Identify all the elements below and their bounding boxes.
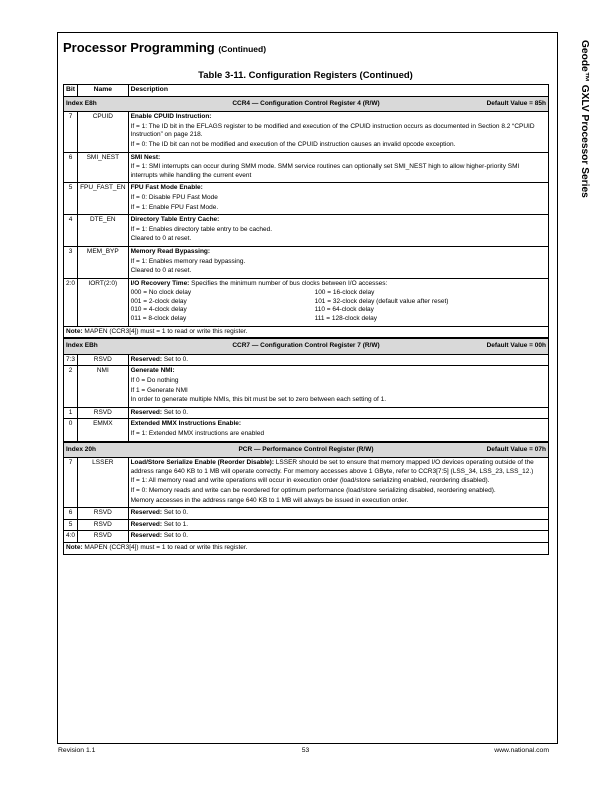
table-row [64, 354, 549, 366]
table-row [64, 215, 549, 247]
register-title: PCR — Performance Control Register (R/W) [238, 445, 374, 453]
table-row [64, 407, 549, 419]
name-cell: DTE_EN [78, 215, 129, 247]
name-cell: RSVD [78, 508, 129, 520]
name-cell: RSVD [78, 531, 129, 543]
note-row: Note: MAPEN (CCR3[4]) must = 1 to read or write this register. [64, 542, 549, 554]
table-row [64, 419, 549, 442]
table-header-row [64, 85, 549, 97]
bit-cell: 0 [64, 419, 78, 442]
description-cell: FPU Fast Mode Enable: If = 0: Disable FPU Fast Mode If = 1: Enable FPU Fast Mode. [128, 183, 548, 215]
header-bit: Bit [64, 85, 78, 97]
register-index: Index E8h [66, 99, 97, 107]
register-index-row [64, 442, 549, 458]
config-registers-table [63, 84, 549, 555]
table-row [64, 531, 549, 543]
bit-cell: 1 [64, 407, 78, 419]
register-index: Index EBh [66, 342, 98, 350]
name-cell: MEM_BYP [78, 246, 129, 278]
description-cell: Reserved: Set to 1. [128, 519, 548, 531]
description-cell: Enable CPUID Instruction: If = 1: The ID bit in the EFLAGS register to be modified and execution of the CPUID instruction occurs as documented in Section 8.2 “CPUID Instruction” on page 218. If = 0: The ID bit can not be modified and execution of the CPUID instruction causes an invalid opcode exception. [128, 112, 548, 152]
register-default: Default Value = 85h [486, 99, 546, 107]
table-row [64, 112, 549, 152]
description-cell: Directory Table Entry Cache: If = 1: Enables directory table entry to be cached. Cleared to 0 at reset. [128, 215, 548, 247]
register-default: Default Value = 00h [486, 342, 546, 350]
header-name: Name [78, 85, 129, 97]
table-row [64, 508, 549, 520]
bit-cell: 5 [64, 519, 78, 531]
page-title: Processor Programming (Continued) [63, 40, 267, 55]
description-cell: SMI Nest: If = 1: SMI interrupts can occur during SMM mode. SMM service routines can optionally set SMI_NEST high to allow higher-priority SMI interrupts while handling the current event [128, 152, 548, 183]
description-cell: Memory Read Bypassing: If = 1: Enables memory read bypassing. Cleared to 0 at reset. [128, 246, 548, 278]
description-cell: Reserved: Set to 0. [128, 354, 548, 366]
name-cell: RSVD [78, 407, 129, 419]
description-cell: Load/Store Serialize Enable (Reorder Disable): LSSER should be set to ensure that memory mapped I/O devices operating outside of the address range 640 KB to 1 MB will operate correctly. For memory accesses above 1 GByte, refer to CCR3[7:5] (LSS_34, LSS_23, LSS_12.) If = 1: All memory read and write operations will occur in execution order (load/store serializing enabled, reordering disabled). If = 0: Memory reads and write can be reordered for optimum performance (load/store serializing disabled, reordering enabled). Memory accesses in the address range 640 KB to 1 MB will always be issued in execution order. [128, 458, 548, 508]
description-cell: Extended MMX Instructions Enable: If = 1: Extended MMX instructions are enabled [128, 419, 548, 442]
table-row [64, 278, 549, 326]
bit-cell: 4:0 [64, 531, 78, 543]
note-row: Note: MAPEN (CCR3[4]) must = 1 to read or write this register. [64, 326, 549, 338]
description-cell: Generate NMI: If 0 = Do nothing If 1 = Generate NMI In order to generate multiple NMIs, this bit must be set to zero between each setting of 1. [128, 366, 548, 407]
register-index-row [64, 96, 549, 112]
name-cell: RSVD [78, 354, 129, 366]
footer-url[interactable]: www.national.com [494, 747, 549, 754]
bit-cell: 5 [64, 183, 78, 215]
ccr4-section [64, 96, 549, 338]
table-caption: Table 3-11. Configuration Registers (Continued) [198, 70, 413, 81]
table-row [64, 458, 549, 508]
table-row [64, 246, 549, 278]
bit-cell: 4 [64, 215, 78, 247]
table-row [64, 366, 549, 407]
bit-cell: 2:0 [64, 278, 78, 326]
name-cell: EMMX [78, 419, 129, 442]
bit-cell: 7 [64, 112, 78, 152]
footer-revision: Revision 1.1 [58, 747, 96, 754]
name-cell: LSSER [78, 458, 129, 508]
name-cell: SMI_NEST [78, 152, 129, 183]
iort-options: 000 = No clock delay 100 = 16-clock delay 001 = 2-clock delay 101 = 32-clock delay (default value after reset) 010 = 4-clock delay 110 = 64-clock delay 011 = 8-clock delay 111 = 128-clock delay [130, 289, 449, 323]
bit-cell: 6 [64, 508, 78, 520]
name-cell: CPUID [78, 112, 129, 152]
bit-cell: 7:3 [64, 354, 78, 366]
register-title: CCR7 — Configuration Control Register 7 (R/W) [232, 342, 380, 350]
bit-cell: 2 [64, 366, 78, 407]
description-cell: Reserved: Set to 0. [128, 407, 548, 419]
side-title: Geode™ GXLV Processor Series [579, 40, 590, 198]
register-default: Default Value = 07h [486, 445, 546, 453]
table-row [64, 519, 549, 531]
bit-cell: 3 [64, 246, 78, 278]
pcr-section [64, 442, 549, 554]
description-cell: Reserved: Set to 0. [128, 508, 548, 520]
name-cell: FPU_FAST_EN [78, 183, 129, 215]
name-cell: NMI [78, 366, 129, 407]
ccr7-section [64, 338, 549, 441]
description-cell: Reserved: Set to 0. [128, 531, 548, 543]
name-cell: IORT(2:0) [78, 278, 129, 326]
bit-cell: 7 [64, 458, 78, 508]
register-index-row [64, 338, 549, 354]
header-description: Description [128, 85, 548, 97]
footer-page-number: 53 [301, 747, 310, 754]
table-row [64, 183, 549, 215]
table-row [64, 152, 549, 183]
register-title: CCR4 — Configuration Control Register 4 (R/W) [232, 99, 380, 107]
register-index: Index 20h [66, 445, 96, 453]
name-cell: RSVD [78, 519, 129, 531]
bit-cell: 6 [64, 152, 78, 183]
description-cell: I/O Recovery Time: Specifies the minimum number of bus clocks between I/O accesses: 000 = No clock delay 100 = 16-clock delay 001 = 2-clock delay 101 = 32-clock delay (default value after reset) 010 = 4-clock delay 110 = 64-clock delay 011 = 8-clock delay 111 = 128-clock delay [128, 278, 548, 326]
